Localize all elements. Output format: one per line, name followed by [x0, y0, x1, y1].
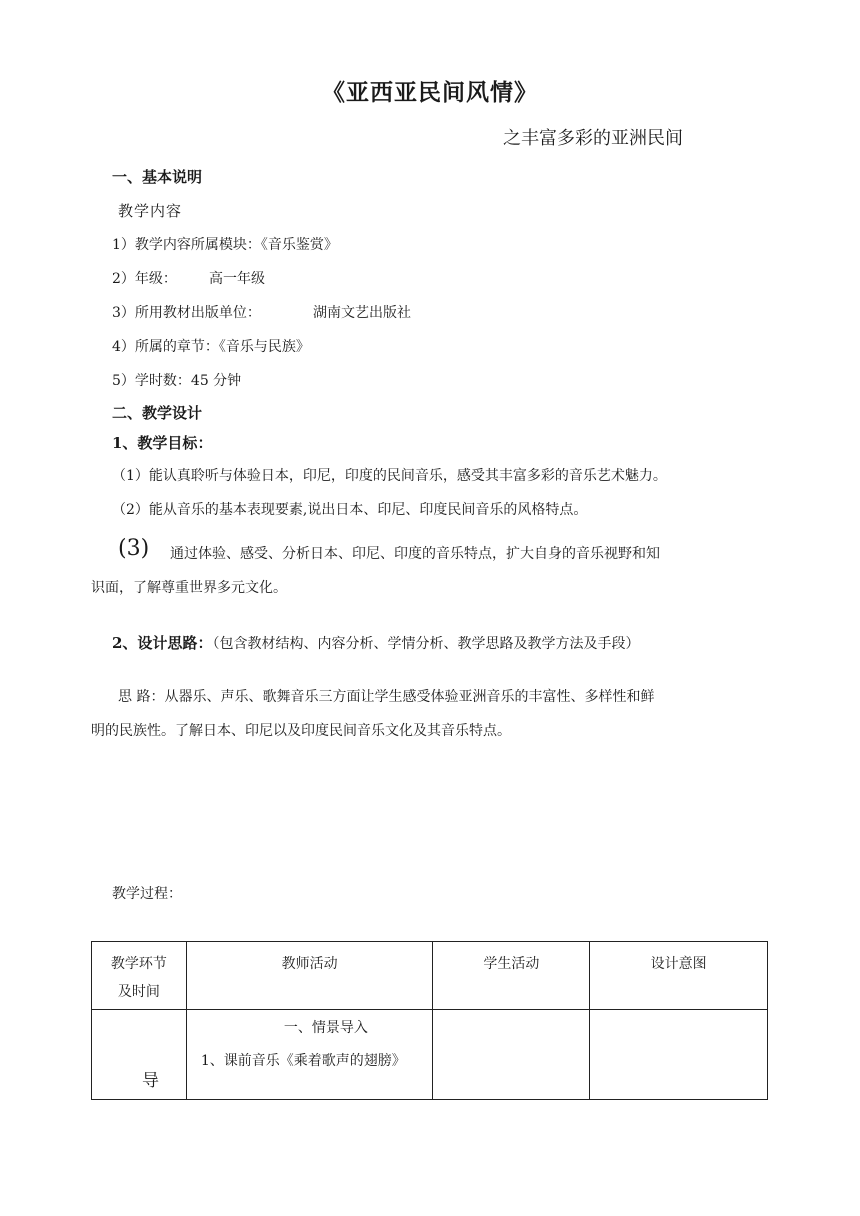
section2-heading: 二、教学设计: [112, 404, 203, 422]
item-publisher: 3）所用教材出版单位：: [112, 305, 261, 321]
item-chapter: 4）所属的章节：《音乐与民族》: [112, 339, 310, 355]
header-student: 学生活动: [433, 942, 590, 1010]
header-teacher: 教师活动: [186, 942, 433, 1010]
row1-teacher-line1: 一、情景导入: [283, 1020, 368, 1036]
item-grade-value: 高一年级: [209, 271, 265, 287]
item-grade: 2）年级：: [112, 271, 177, 287]
goals-heading: 1、教学目标：: [112, 434, 213, 452]
item-module: 1）教学内容所属模块：《音乐鉴赏》: [112, 237, 338, 253]
page-title: 《亚西亚民间风情》: [322, 79, 538, 106]
table-row: [92, 1010, 768, 1100]
process-table: [91, 941, 768, 1100]
goal-3-line1: 通过体验、感受、分析日本、印尼、印度的音乐特点，扩大自身的音乐视野和知: [170, 546, 660, 562]
item-hours: 5）学时数：45 分钟: [112, 373, 242, 389]
page-subtitle: 之丰富多彩的亚洲民间: [503, 128, 683, 149]
teaching-content-heading: 教学内容: [118, 202, 183, 220]
goal-3-line2: 识面，了解尊重世界多元文化。: [91, 580, 287, 596]
row1-teacher: [186, 1010, 433, 1100]
header-stage: [92, 942, 187, 1010]
header-stage-line1: 教学环节: [110, 956, 167, 972]
row1-student: [433, 1010, 590, 1100]
table-header-row: [92, 942, 768, 1010]
row1-teacher-line2: 1、课前音乐《乘着歌声的翅膀》: [200, 1053, 406, 1069]
design-note: （包含教材结构、内容分析、学情分析、教学思路及教学方法及手段）: [212, 636, 640, 652]
header-intent: 设计意图: [590, 942, 768, 1010]
idea-line2: 明的民族性。了解日本、印尼以及印度民间音乐文化及其音乐特点。: [91, 723, 511, 739]
process-label: 教学过程：: [112, 886, 182, 902]
item-publisher-value: 湖南文艺出版社: [313, 305, 411, 321]
goal-1: （1）能认真聆听与体验日本，印尼，印度的民间音乐，感受其丰富多彩的音乐艺术魅力。: [112, 468, 667, 484]
row1-intent: [590, 1010, 768, 1100]
goal-2: （2）能从音乐的基本表现要素,说出日本、印尼、印度民间音乐的风格特点。: [112, 502, 588, 518]
design-heading: 2、设计思路：: [112, 634, 213, 652]
section1-heading: 一、基本说明: [112, 168, 203, 186]
row1-stage: [92, 1010, 187, 1100]
idea-line1: 思 路：从器乐、声乐、歌舞音乐三方面让学生感受体验亚洲音乐的丰富性、多样性和鲜: [118, 689, 655, 705]
design-idea-line: [112, 632, 639, 653]
row1-stage-text: 导: [142, 1071, 159, 1091]
goal-3-number: (3): [118, 536, 150, 561]
header-stage-line2: 及时间: [117, 984, 160, 1000]
